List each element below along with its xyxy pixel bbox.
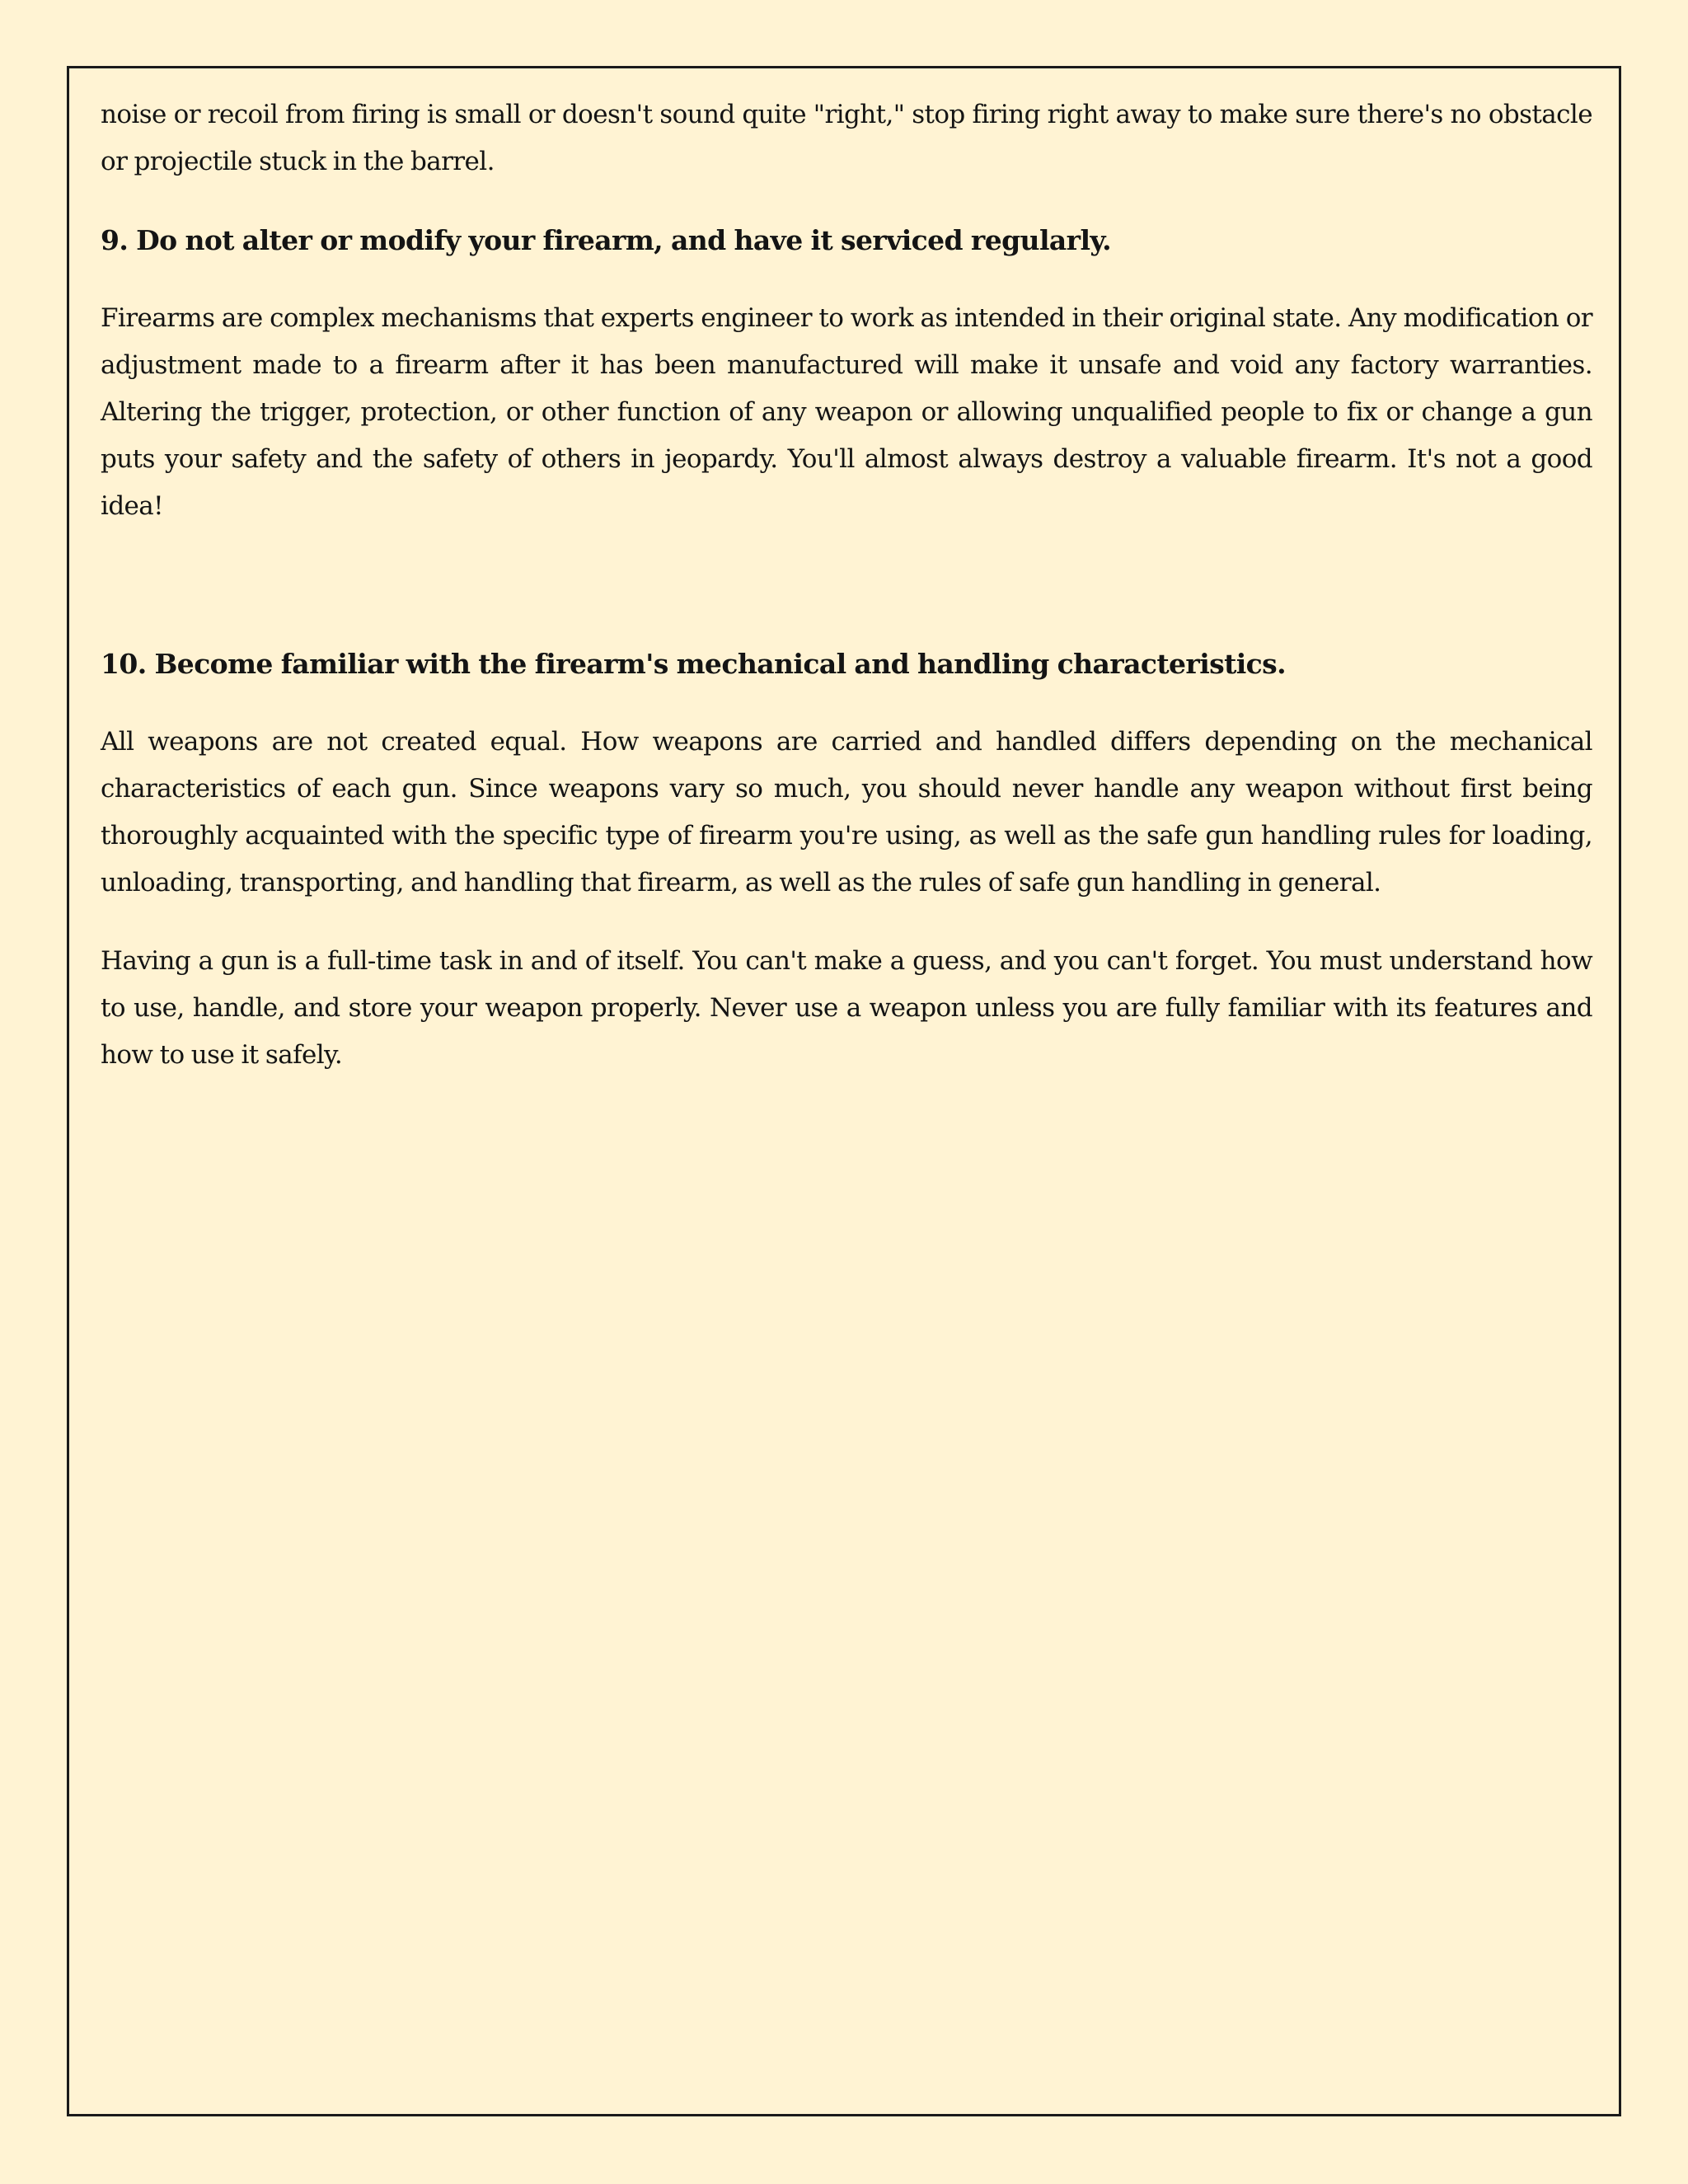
rule-10-paragraph-1: All weapons are not created equal. How weapons are carried and handled differs depending on the mechanical characteristics of each gun. Since weapons vary so much, you should never handle any weapon without first being thoroughly acquainted with the specific type of firearm you're using, as well as the safe gun handling rules for loading, unloading, transporting, and handling that firearm, as well as the rules of safe gun handling in general. xyxy=(101,727,1592,898)
rule-9-heading: 9. Do not alter or modify your firearm, and have it serviced regularly. xyxy=(101,224,1112,256)
document-content xyxy=(101,91,1592,1079)
continuation-paragraph: noise or recoil from firing is small or doesn't sound quite "right," stop firing right away to make sure there's no obstacle or projectile stuck in the barrel. xyxy=(101,100,1592,176)
rule-10-heading: 10. Become familiar with the firearm's mechanical and handling characteristics. xyxy=(101,648,1287,680)
rule-10-paragraph-2: Having a gun is a full-time task in and of itself. You can't make a guess, and you can't forget. You must understand how to use, handle, and store your weapon properly. Never use a weapon unless you are fully familiar with its features and how to use it safely. xyxy=(101,946,1592,1070)
rule-9-paragraph: Firearms are complex mechanisms that experts engineer to work as intended in their original state. Any modification or adjustment made to a firearm after it has been manufactured will make it unsafe and void any factory warranties. Altering the trigger, protection, or other function of any weapon or allowing unqualified people to fix or change a gun puts your safety and the safety of others in jeopardy. You'll almost always destroy a valuable firearm. It's not a good idea! xyxy=(101,303,1592,521)
